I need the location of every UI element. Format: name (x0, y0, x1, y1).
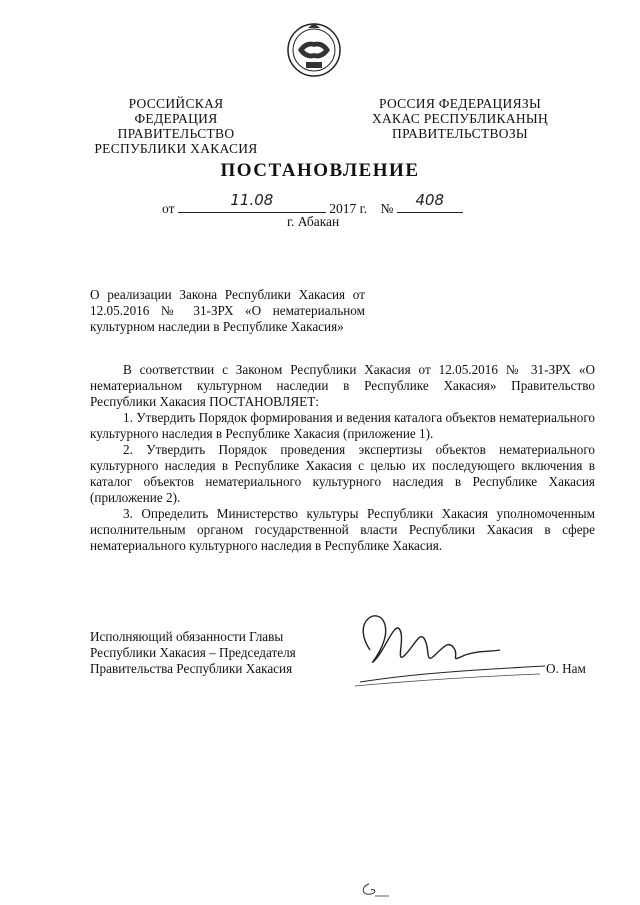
signatory-position-line: Республики Хакасия – Председателя (90, 645, 296, 660)
body-item: 1. Утвердить Порядок формирования и ведения каталога объектов нематериального культурного наследия в Республике Хакасия (приложение 1). (90, 410, 595, 441)
date-prefix: от (162, 201, 175, 216)
handwritten-signature (340, 600, 550, 690)
header-right (365, 96, 555, 141)
document-subject: О реализации Закона Республики Хакасия от 12.05.2016 № 31-ЗРХ «О нематериальном культурном наследии в Республике Хакасия» (90, 287, 365, 334)
signatory-position-line: Исполняющий обязанности Главы (90, 629, 284, 644)
number-sign: № (380, 201, 394, 216)
document-title: ПОСТАНОВЛЕНИЕ (220, 160, 420, 181)
stray-mark (355, 878, 395, 900)
preamble: В соответствии с Законом Республики Хакасия от 12.05.2016 № 31-ЗРХ «О нематериальном культурном наследии в Республике Хакасия» Правительство Республики Хакасия ПОСТАНОВЛЯЕТ: (90, 362, 595, 409)
handwritten-number: 408 (415, 191, 445, 209)
coat-of-arms-emblem (286, 20, 342, 78)
signatory-position-line: Правительства Республики Хакасия (90, 661, 293, 676)
date-blank (178, 191, 326, 213)
header-right-line: ПРАВИТЕЛЬСТВОЗЫ (392, 126, 528, 141)
signatory-name: О. Нам (546, 661, 586, 676)
document-body (90, 362, 595, 554)
number-blank (397, 191, 463, 213)
header-left-line: РОССИЙСКАЯ ФЕДЕРАЦИЯ (128, 96, 224, 126)
signatory-position (90, 629, 296, 677)
header-left (86, 96, 266, 156)
date-year: 2017 г. (329, 201, 367, 216)
header-right-line: РОССИЯ ФЕДЕРАЦИЯЗЫ (378, 96, 542, 111)
body-item: 3. Определить Министерство культуры Республики Хакасия уполномоченным исполнительным органом государственной власти Республики Хакасия в сфере нематериального культурного наследия в Республике Хакасия. (90, 506, 595, 553)
handwritten-date: 11.08 (230, 191, 274, 209)
body-item: 2. Утвердить Порядок проведения экспертизы объектов нематериального культурного наследия в Республике Хакасия с целью их последующего включения в каталог объектов нематериального культурного наследия в Республике Хакасия (приложение 2). (90, 442, 595, 505)
city: г. Абакан (287, 214, 340, 229)
header-left-line: РЕСПУБЛИКИ ХАКАСИЯ (94, 141, 258, 156)
header-right-line: ХАКАС РЕСПУБЛИКАНЫҢ (371, 111, 549, 126)
header-left-line: ПРАВИТЕЛЬСТВО (117, 126, 235, 141)
